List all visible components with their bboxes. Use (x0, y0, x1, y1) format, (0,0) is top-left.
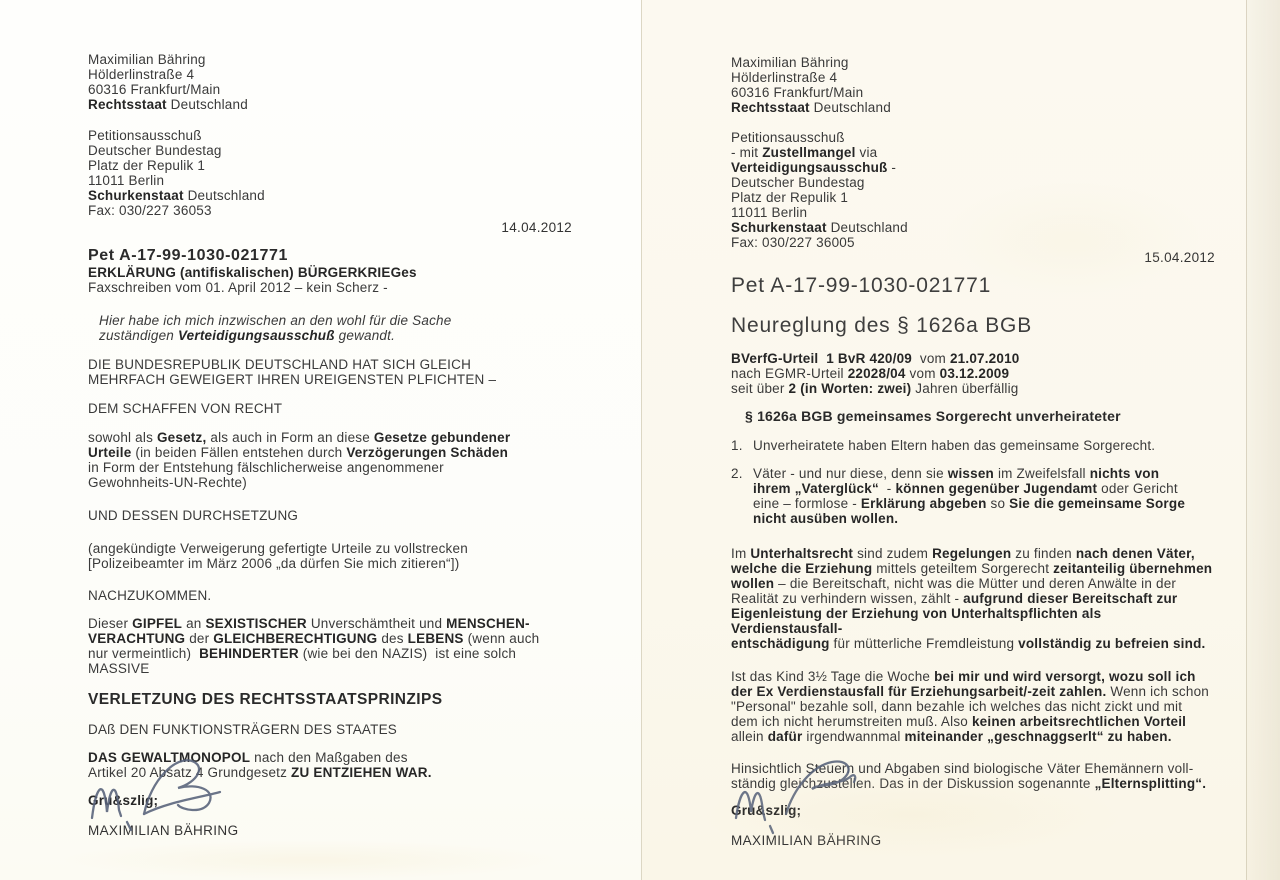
paragraph-schaffen-von-recht (88, 401, 572, 416)
subject-title: Neureglung des § 1626a BGB (731, 314, 1032, 337)
text-line: BVerfG-Urteil 1 BvR 420/09 vom 21.07.2010 (731, 351, 1020, 366)
paragraph-gewaltmonopol (88, 750, 572, 780)
paragraph-nachzukommen (88, 588, 572, 603)
text-line: VERACHTUNG der GLEICHBERECHTIGUNG des LEBENS (wenn auch (88, 631, 540, 646)
text-line: Hinsichtlich Steuern und Abgaben sind biologische Väter Ehemännern voll- (731, 761, 1194, 776)
paragraph-funktionstraeger (88, 722, 572, 737)
text-line: Hier habe ich mich inzwischen an den wohl für die Sache (99, 313, 452, 328)
text-line: dem ich nicht herumstreiten muß. Also keinen arbeitsrechtlichen Vorteil (731, 714, 1187, 729)
text-line: Realität zu verhindern wissen, zählt - aufgrund dieser Bereitschaft zur (731, 591, 1178, 606)
intro-paragraph (99, 313, 572, 343)
text-line: DAS GEWALTMONOPOL nach den Maßgaben des (88, 750, 408, 765)
text-line: 60316 Frankfurt/Main (88, 82, 221, 97)
court-reference-lines (731, 351, 1215, 396)
paragraph-verweigerung (88, 541, 572, 571)
text-line: Ist das Kind 3½ Tage die Woche bei mir und wird versorgt, wozu soll ich (731, 669, 1196, 684)
text-line: Väter - und nur diese, denn sie wissen im Zweifelsfall nichts von (753, 466, 1160, 481)
text-line: ihrem „Vaterglück“ - können gegenüber Jugendamt oder Gericht (753, 481, 1178, 496)
letter-page-right (642, 0, 1280, 880)
paragraph-gipfel (88, 616, 572, 676)
text-line: welche die Erziehung mittels geteiltem Sorgerecht zeitanteilig übernehmen (731, 561, 1213, 576)
text-line: Artikel 20 Absatz 4 Grundgesetz ZU ENTZIEHEN WAR. (88, 765, 432, 780)
text-line: wollen – die Bereitschaft, nicht was die Mütter und deren Anwälte in der (731, 576, 1177, 591)
paragraph-unterhaltsrecht (731, 546, 1215, 651)
text-line: MASSIVE (88, 661, 150, 676)
text-line: ständig gleichzustellen. Das in der Diskussion sogenannte „Elternsplitting“. (731, 776, 1207, 791)
letter-date: 14.04.2012 (501, 220, 572, 235)
text-line: Im Unterhaltsrecht sind zudem Regelungen zu finden nach denen Väter, (731, 546, 1195, 561)
recipient-address (88, 128, 572, 218)
text-line: Schurkenstaat Deutschland (88, 188, 265, 203)
list-item-number: 2. (731, 466, 743, 481)
petition-reference-number: Pet A-17-99-1030-021771 (88, 247, 288, 264)
paragraph-bundesrepublik (88, 357, 572, 387)
numbered-list (731, 438, 1215, 526)
subject-block (88, 247, 572, 295)
text-line: allein dafür irgendwannmal miteinander „geschnaggserlt“ zu haben. (731, 729, 1172, 744)
text-line: nicht ausüben wollen. (753, 511, 899, 526)
text-line: zuständigen Verteidigungsausschuß gewandt. (99, 328, 396, 343)
signer-name: MAXIMILIAN BÄHRING (88, 823, 239, 838)
paragraph-kind (731, 669, 1215, 744)
text-line: Unverheiratete haben Eltern haben das gemeinsame Sorgerecht. (753, 438, 1156, 453)
text-line: Platz der Repulik 1 (88, 158, 206, 173)
text-line: MEHRFACH GEWEIGERT IHREN UREIGENSTEN PLFICHTEN – (88, 372, 497, 387)
text-line: der Ex Verdienstausfall für Erziehungsarbeit/-zeit zahlen. Wenn ich schon (731, 684, 1210, 699)
heading-verletzung: VERLETZUNG DES RECHTSSTAATSPRINZIPS (88, 691, 443, 708)
section-heading-1626a: § 1626a BGB gemeinsames Sorgerecht unverheirateter (745, 408, 1121, 424)
text-line: Hölderlinstraße 4 (731, 70, 838, 85)
text-line: Rechtsstaat Deutschland (731, 100, 891, 115)
text-line: UND DESSEN DURCHSETZUNG (88, 508, 299, 523)
paragraph-sowohl-als-gesetz (88, 430, 572, 490)
text-line: DEM SCHAFFEN VON RECHT (88, 401, 283, 416)
letter-date: 15.04.2012 (1144, 250, 1215, 265)
recipient-address (731, 130, 1215, 250)
text-line: Fax: 030/227 36005 (731, 235, 855, 250)
text-line: Schurkenstaat Deutschland (731, 220, 908, 235)
list-item-text (753, 466, 1215, 526)
text-line: eine – formlose - Erklärung abgeben so Sie die gemeinsame Sorge (753, 496, 1186, 511)
text-line: Verteidigungsausschuß - (731, 160, 897, 175)
list-item-number: 1. (731, 438, 743, 453)
text-line: in Form der Entstehung fälschlicherweise angenommener (88, 460, 444, 475)
sender-address (88, 52, 572, 112)
text-line: 11011 Berlin (731, 205, 808, 220)
list-item (731, 438, 1215, 453)
paragraph-durchsetzung (88, 508, 572, 523)
text-line: Maximilian Bähring (88, 52, 206, 67)
text-line: [Polizeibeamter im März 2006 „da dürfen Sie mich zitieren“]) (88, 556, 460, 571)
text-line: (angekündigte Verweigerung gefertigte Urteile zu vollstrecken (88, 541, 468, 556)
petition-reference-title: Pet A-17-99-1030-021771 (731, 274, 992, 297)
text-line: nach EGMR-Urteil 22028/04 vom 03.12.2009 (731, 366, 1010, 381)
text-line: Rechtsstaat Deutschland (88, 97, 248, 112)
text-line: Deutscher Bundestag (88, 143, 222, 158)
text-line: Gewohnheits-UN-Rechte) (88, 475, 247, 490)
text-line: DAß DEN FUNKTIONSTRÄGERN DES STAATES (88, 722, 397, 737)
closing-greeting: Gru&szlig; (731, 803, 802, 818)
text-line: Petitionsausschuß (731, 130, 845, 145)
signer-name: MAXIMILIAN BÄHRING (731, 833, 882, 848)
text-line: Hölderlinstraße 4 (88, 67, 195, 82)
text-line: sowohl als Gesetz, als auch in Form an diese Gesetze gebundener (88, 430, 511, 445)
text-line: NACHZUKOMMEN. (88, 588, 212, 603)
text-line: 11011 Berlin (88, 173, 165, 188)
text-line: - mit Zustellmangel via (731, 145, 878, 160)
sender-address (731, 55, 1215, 115)
text-line: Petitionsausschuß (88, 128, 202, 143)
fax-note-line: Faxschreiben vom 01. April 2012 – kein Scherz - (88, 280, 388, 295)
text-line: DIE BUNDESREPUBLIK DEUTSCHLAND HAT SICH GLEICH (88, 357, 472, 372)
text-line: Fax: 030/227 36053 (88, 203, 212, 218)
text-line: Eigenleistung der Erziehung von Unterhaltspflichten als Verdienstausfall- (731, 606, 1106, 636)
text-line: Maximilian Bähring (731, 55, 849, 70)
text-line: ERKLÄRUNG (antifiskalischen) BÜRGERKRIEGes (88, 265, 417, 280)
list-item (731, 466, 1215, 526)
list-item-text (753, 438, 1215, 453)
text-line: Urteile (in beiden Fällen entstehen durch Verzögerungen Schäden (88, 445, 509, 460)
text-line: nur vermeintlich) BEHINDERTER (wie bei den NAZIS) ist eine solch (88, 646, 517, 661)
text-line: seit über 2 (in Worten: zwei) Jahren überfällig (731, 381, 1019, 396)
text-line: Deutscher Bundestag (731, 175, 865, 190)
text-line: Platz der Repulik 1 (731, 190, 849, 205)
text-line: entschädigung für mütterliche Fremdleistung vollständig zu befreien sind. (731, 636, 1206, 651)
text-line: Dieser GIPFEL an SEXISTISCHER Unverschämtheit und MENSCHEN- (88, 616, 530, 631)
closing-greeting: Gru&szlig; (88, 793, 159, 808)
paragraph-steuern (731, 761, 1215, 791)
subject-line (88, 265, 572, 280)
text-line: 60316 Frankfurt/Main (731, 85, 864, 100)
text-line: "Personal" bezahle soll, dann bezahle ich welches das nicht zickt und mit (731, 699, 1183, 714)
